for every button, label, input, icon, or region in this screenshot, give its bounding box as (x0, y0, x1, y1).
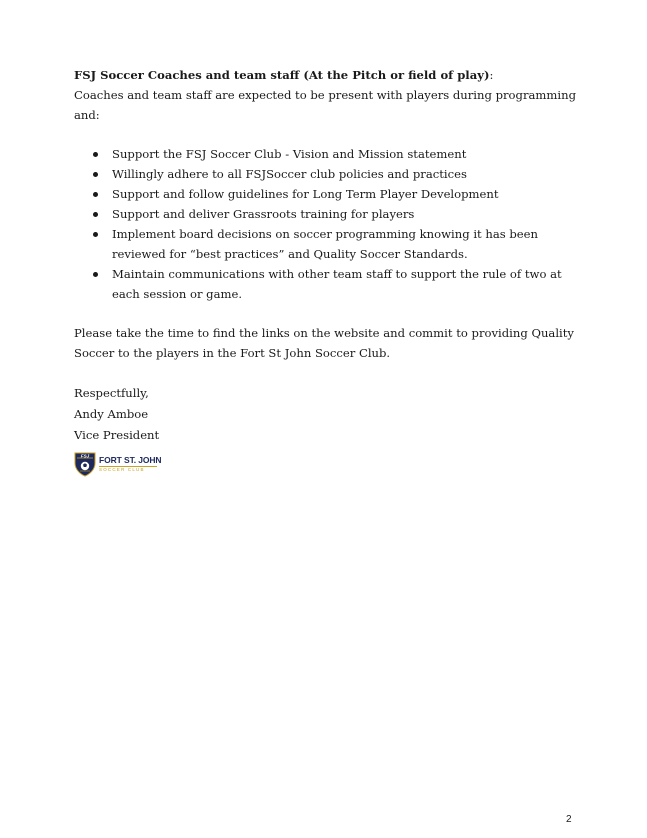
page-number: 2 (566, 814, 572, 825)
logo-subtext: SOCCER CLUB (99, 466, 145, 472)
list-item (74, 224, 584, 264)
signoff-salutation: Respectfully, (74, 386, 149, 400)
list-item (74, 204, 584, 224)
bullet-icon (93, 272, 98, 277)
bullet-icon (93, 192, 98, 197)
section-heading (74, 65, 584, 85)
list-item-text: Implement board decisions on soccer programming knowing it has been reviewed for “best practices” and Quality Soccer Standards. (112, 227, 538, 261)
bullet-icon (93, 232, 98, 237)
list-item (74, 264, 584, 304)
list-item-text: Support the FSJ Soccer Club - Vision and Mission statement (112, 147, 467, 161)
closing-paragraph: Please take the time to find the links on the website and commit to providing Quality Soccer to the players in the Fort St John Soccer Club. (74, 326, 574, 360)
list-item-text: Willingly adhere to all FSJSoccer club policies and practices (112, 167, 467, 181)
section-heading-colon: : (489, 68, 494, 82)
logo-wordmark-text: FORT ST. JOHN (99, 454, 162, 465)
bullet-icon (93, 172, 98, 177)
list-item (74, 144, 584, 164)
list-item-text: Support and follow guidelines for Long Term Player Development (112, 187, 499, 201)
intro-paragraph: Coaches and team staff are expected to be present with players during programming and: (74, 88, 576, 122)
list-item (74, 164, 584, 184)
document-body (74, 65, 584, 478)
crest-text: FSJ (80, 453, 90, 459)
expectations-list (74, 144, 584, 304)
signoff-name: Andy Amboe (74, 407, 149, 421)
bullet-icon (93, 152, 98, 157)
list-item-text: Support and deliver Grassroots training for players (112, 207, 415, 221)
bullet-icon (93, 212, 98, 217)
signoff-block (74, 383, 584, 446)
section-heading-text: FSJ Soccer Coaches and team staff (At the Pitch or field of play) (74, 68, 490, 82)
logo-wordmark (99, 456, 161, 473)
list-item-text: Maintain communications with other team staff to support the rule of two at each session or game. (112, 267, 562, 301)
club-logo (74, 450, 162, 478)
signoff-title: Vice President (74, 428, 160, 442)
shield-icon (74, 451, 96, 477)
list-item (74, 184, 584, 204)
